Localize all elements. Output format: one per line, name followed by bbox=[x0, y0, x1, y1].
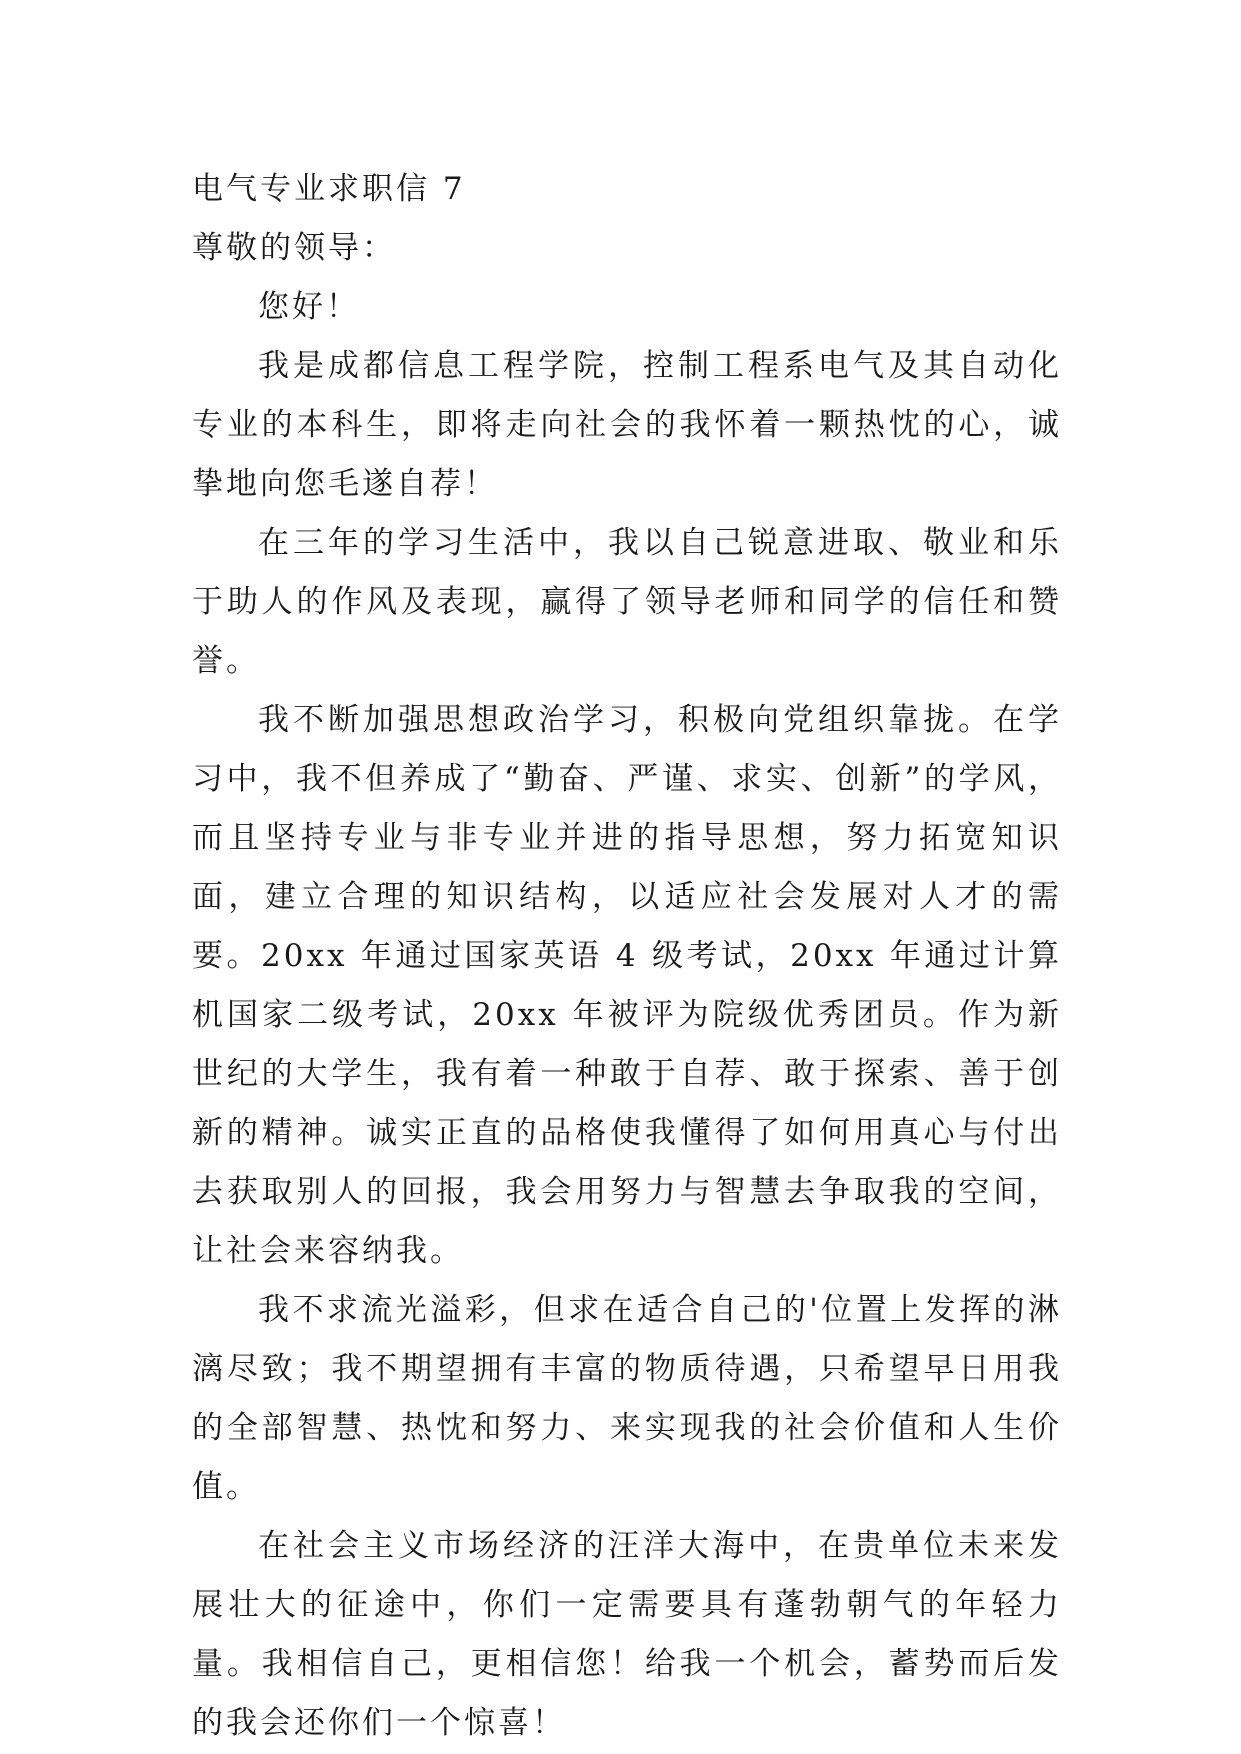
paragraph: 在三年的学习生活中，我以自己锐意进取、敬业和乐于助人的作风及表现，赢得了领导老师和同学的信任和赞誉。 bbox=[192, 525, 1062, 679]
paragraph: 我不断加强思想政治学习，积极向党组织靠拢。在学习中，我不但养成了“勤奋、严谨、求实、创新”的学风，而且坚持专业与非专业并进的指导思想，努力拓宽知识面，建立合理的知识结构，以适应社会发展对人才的需要。20xx 年通过国家英语 4 级考试，20xx 年通过计算机国家二级考试，20xx 年被评为院级优秀团员。作为新世纪的大学生，我有着一种敢于自荐、敢于探索、善于创新的精神。诚实正直的品格使我懂得了如何用真心与付出去获取别人的回报，我会用努力与智慧去争取我的空间，让社会来容纳我。 bbox=[192, 702, 1062, 1269]
salutation: 尊敬的领导： bbox=[192, 230, 396, 266]
document-title: 电气专业求职信 7 bbox=[192, 171, 466, 207]
paragraph: 我是成都信息工程学院，控制工程系电气及其自动化专业的本科生，即将走向社会的我怀着一颗热忱的心，诚挚地向您毛遂自荐！ bbox=[192, 348, 1062, 502]
paragraph: 在社会主义市场经济的汪洋大海中，在贵单位未来发展壮大的征途中，你们一定需要具有蓬勃朝气的年轻力量。我相信自己，更相信您！给我一个机会，蓄势而后发的我会还你们一个惊喜！ bbox=[192, 1528, 1062, 1741]
greeting: 您好！ bbox=[258, 289, 360, 325]
paragraph: 我不求流光溢彩，但求在适合自己的'位置上发挥的淋漓尽致；我不期望拥有丰富的物质待遇，只希望早日用我的全部智慧、热忱和努力、来实现我的社会价值和人生价值。 bbox=[192, 1292, 1062, 1505]
letter-body bbox=[192, 160, 1062, 1753]
